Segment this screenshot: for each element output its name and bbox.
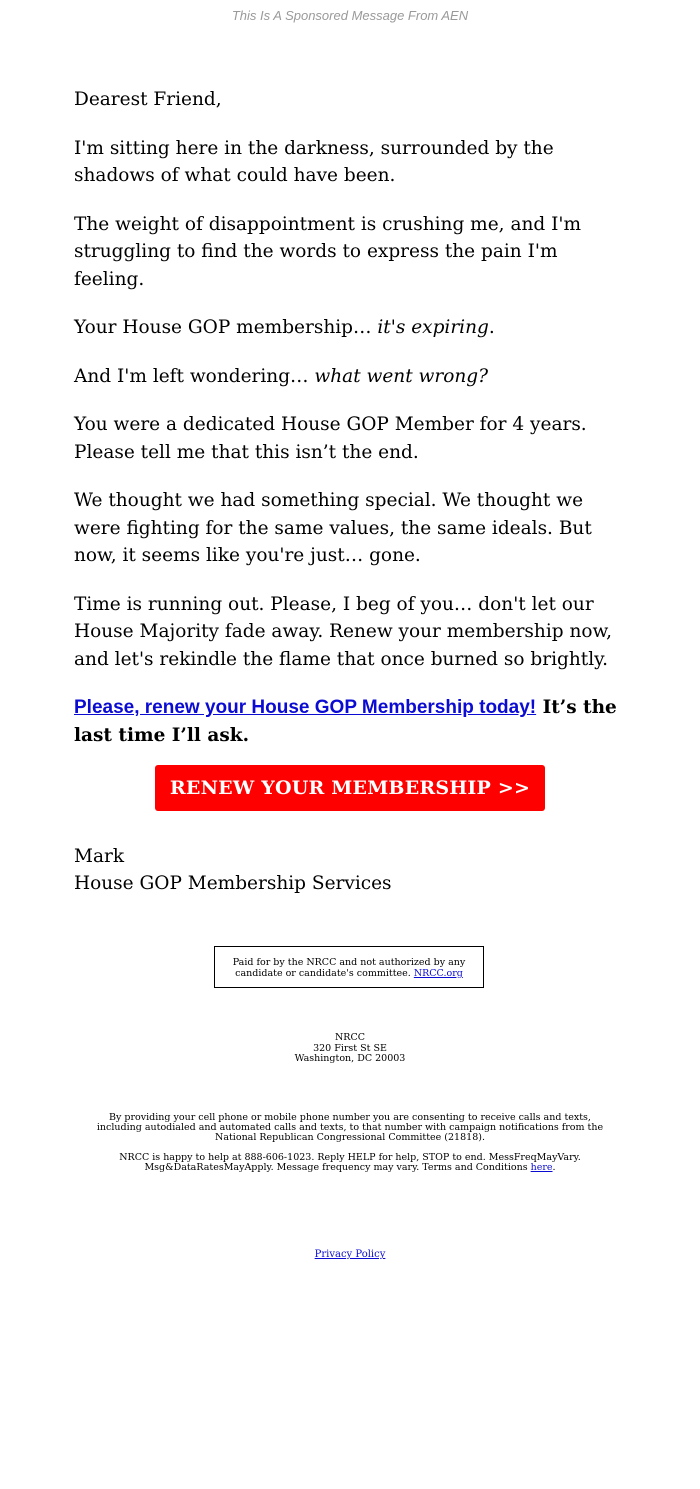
address-city: Washington, DC 20003 bbox=[294, 1053, 406, 1064]
paragraph-something-special: We thought we had something special. We thought we were fighting for the same values, the same ideals. But now, it seems like you're just… gone. bbox=[74, 490, 592, 566]
help-text-paragraph bbox=[95, 1153, 605, 1173]
wondering-plain: And I'm left wondering… bbox=[74, 365, 315, 387]
privacy-policy-link[interactable]: Privacy Policy bbox=[314, 1249, 386, 1260]
paid-for-disclaimer bbox=[214, 946, 484, 988]
wondering-emphasis: what went wrong? bbox=[314, 365, 489, 387]
consent-text: By providing your cell phone or mobile phone number you are consenting to receive calls and texts, including autodialed and automated calls and texts, to that number with campaign notifications from the National Republican Congressional Committee (21818). bbox=[96, 1112, 604, 1143]
paid-for-text: Paid for by the NRCC and not authorized by any candidate or candidate's committee. bbox=[232, 957, 466, 979]
paragraph-member-years: You were a dedicated House GOP Member for 4 years. Please tell me that this isn’t the end. bbox=[74, 414, 587, 463]
paragraph-time-running-out: Time is running out. Please, I beg of you… don't let our House Majority fade away. Renew your membership now, and let's rekindle the flame that once burned so brightly. bbox=[74, 593, 613, 670]
signature bbox=[74, 843, 392, 897]
letter-body bbox=[74, 86, 630, 770]
paragraph-expiring bbox=[74, 314, 630, 342]
paragraph-disappointment: The weight of disappointment is crushing me, and I'm struggling to find the words to express the pain I'm feeling. bbox=[74, 213, 582, 290]
help-text-end: . bbox=[552, 1162, 556, 1173]
renew-membership-button[interactable]: RENEW YOUR MEMBERSHIP >> bbox=[155, 765, 545, 811]
privacy-section bbox=[0, 1249, 700, 1260]
greeting: Dearest Friend, bbox=[74, 89, 222, 110]
terms-link[interactable]: here bbox=[530, 1162, 553, 1173]
address-street: 320 First St SE bbox=[313, 1042, 387, 1054]
expiring-emphasis: it's expiring bbox=[377, 317, 489, 338]
paragraph-cta bbox=[74, 694, 630, 749]
expiring-plain: Your House GOP membership… bbox=[74, 317, 378, 338]
sponsored-message-notice: This Is A Sponsored Message From AEN bbox=[231, 8, 469, 23]
signature-name: Mark bbox=[74, 846, 125, 867]
sms-consent-disclaimer bbox=[95, 1113, 605, 1183]
address-org: NRCC bbox=[334, 1032, 365, 1043]
signature-title: House GOP Membership Services bbox=[74, 873, 392, 894]
last-time-text: It’s the last time I’ll ask. bbox=[74, 697, 617, 746]
mailing-address bbox=[0, 1033, 700, 1065]
renew-button-container bbox=[155, 765, 545, 811]
expiring-period: . bbox=[488, 317, 495, 338]
nrcc-site-link[interactable]: NRCC.org bbox=[413, 968, 463, 979]
paragraph-darkness: I'm sitting here in the darkness, surrounded by the shadows of what could have been. bbox=[74, 137, 554, 186]
help-text: NRCC is happy to help at 888-606-1023. Reply HELP for help, STOP to end. MessFreqMayVary. Msg&DataRatesMayApply. Message frequency may vary. Terms and Conditions bbox=[119, 1152, 581, 1173]
paragraph-wondering bbox=[74, 363, 630, 391]
renew-membership-link[interactable]: Please, renew your House GOP Membership today! bbox=[74, 697, 537, 718]
